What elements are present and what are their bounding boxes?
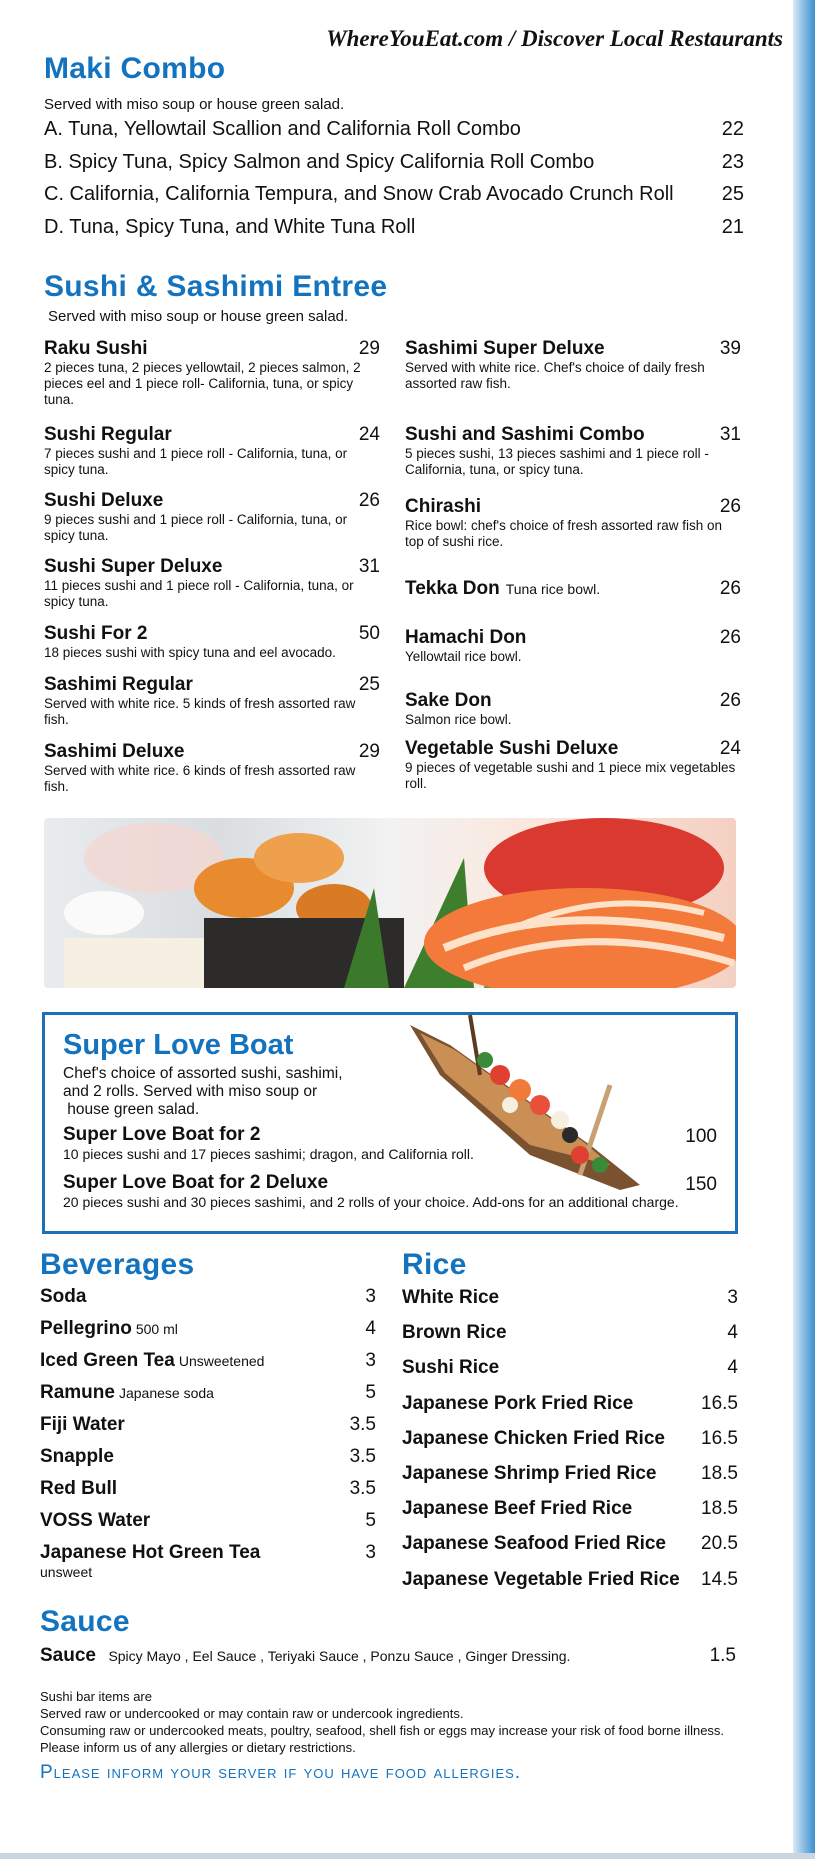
- rice-price: 14.5: [701, 1568, 738, 1590]
- rice-price: 4: [727, 1357, 738, 1379]
- rice-name: Japanese Beef Fried Rice: [402, 1498, 633, 1520]
- maki-item-name: B. Spicy Tuna, Spicy Salmon and Spicy California Roll Combo: [44, 150, 595, 173]
- beverage-name: Red Bull: [40, 1478, 118, 1499]
- sushi-item-price: 26: [719, 690, 741, 711]
- rice-item: [402, 1533, 738, 1568]
- sushi-item-name: Chirashi: [405, 496, 482, 517]
- beverage-item: [40, 1446, 376, 1478]
- sushi-item-head: [405, 424, 741, 446]
- beverage-price: 3: [365, 1350, 376, 1371]
- beverage-note: Unsweetened: [178, 1353, 265, 1369]
- maki-item: [44, 216, 744, 246]
- sushi-item-price: 31: [719, 424, 741, 445]
- beverage-name: Snapple: [40, 1446, 114, 1467]
- rice-name: Japanese Shrimp Fried Rice: [402, 1462, 657, 1484]
- sushi-item-head: [405, 738, 741, 760]
- rice-name: Japanese Seafood Fried Rice: [402, 1533, 666, 1555]
- sushi-item-name: Vegetable Sushi Deluxe: [405, 738, 619, 759]
- love-boat-description: Chef's choice of assorted sushi, sashimi, and 2 rolls. Served with miso soup or house green salad.: [63, 1065, 343, 1118]
- sushi-item: [405, 496, 741, 550]
- sushi-item-name: Raku Sushi: [44, 338, 148, 359]
- maki-subtitle: Served with miso soup or house green salad.: [44, 96, 345, 113]
- sushi-item-desc: 9 pieces sushi and 1 piece roll - California, tuna, or spicy tuna.: [44, 512, 348, 543]
- love-boat-item: Super Love Boat for 2 10 pieces sushi and 17 pieces sashimi; dragon, and California roll.: [63, 1124, 474, 1162]
- sushi-item-desc: 7 pieces sushi and 1 piece roll - California, tuna, or spicy tuna.: [44, 446, 348, 477]
- sushi-item: [44, 556, 380, 610]
- beverage-name: Pellegrino: [40, 1318, 132, 1339]
- rice-price: 16.5: [701, 1427, 738, 1449]
- beverage-price: 4: [365, 1318, 376, 1339]
- maki-title: Maki Combo: [44, 52, 226, 85]
- rice-item: [402, 1463, 738, 1498]
- rice-item: [402, 1322, 738, 1357]
- sushi-item-price: 26: [358, 490, 380, 511]
- page-edge-right: [793, 0, 815, 1859]
- sushi-item-head: [405, 496, 741, 518]
- beverage-name: Fiji Water: [40, 1414, 125, 1435]
- rice-price: 18.5: [701, 1498, 738, 1520]
- sushi-item-price: 26: [719, 578, 741, 599]
- sushi-item: [44, 338, 380, 408]
- sushi-item-desc: Served with white rice. Chef's choice of daily fresh assorted raw fish.: [405, 360, 705, 391]
- sushi-item-price: 26: [719, 627, 741, 648]
- sauce-list: Spicy Mayo , Eel Sauce , Teriyaki Sauce , Ponzu Sauce , Ginger Dressing.: [108, 1648, 571, 1664]
- sushi-item-price: 50: [358, 623, 380, 644]
- rice-item: [402, 1287, 738, 1322]
- rice-price: 20.5: [701, 1533, 738, 1555]
- beverage-name: Soda: [40, 1286, 87, 1307]
- sushi-item: [405, 424, 741, 478]
- sushi-item-name: Sushi Super Deluxe: [44, 556, 223, 577]
- beverage-price: 3.5: [349, 1446, 376, 1467]
- maki-item-name: A. Tuna, Yellowtail Scallion and California Roll Combo: [44, 118, 521, 140]
- rice-price: 4: [727, 1322, 738, 1344]
- rice-item: [402, 1498, 738, 1533]
- sushi-item: [405, 338, 741, 392]
- page-edge-bottom: [0, 1853, 815, 1859]
- sushi-item-name: Sushi For 2: [44, 623, 148, 644]
- beverage-name: Ramune: [40, 1382, 115, 1403]
- sushi-item-desc: 9 pieces of vegetable sushi and 1 piece mix vegetables roll.: [405, 760, 736, 791]
- sushi-item-price: 25: [358, 674, 380, 695]
- rice-price: 18.5: [701, 1462, 738, 1484]
- sushi-item: [405, 738, 741, 792]
- sauce-name: Sauce: [40, 1645, 96, 1666]
- rice-item: [402, 1428, 738, 1463]
- maki-item-price: 22: [721, 118, 744, 140]
- beverage-price: 3: [365, 1286, 376, 1307]
- sushi-item-name: Sushi Regular: [44, 424, 172, 445]
- sauce-row: [40, 1645, 736, 1667]
- sushi-item-name: Sashimi Regular: [44, 674, 193, 695]
- allergy-notice: Please inform your server if you have food allergies.: [40, 1762, 522, 1783]
- beverages-title: Beverages: [40, 1248, 195, 1281]
- beverage-name: Iced Green Tea: [40, 1350, 175, 1371]
- rice-title: Rice: [402, 1248, 467, 1281]
- sushi-item-price: 24: [358, 424, 380, 445]
- beverage-item: [40, 1382, 376, 1414]
- maki-item-price: 21: [721, 215, 744, 238]
- beverage-price: 3: [365, 1542, 376, 1563]
- sushi-item-desc: Served with white rice. 5 kinds of fresh assorted raw fish.: [44, 696, 356, 727]
- sushi-item-name: Sashimi Deluxe: [44, 741, 185, 762]
- sushi-item-price: 24: [719, 738, 741, 759]
- sushi-item-price: 31: [358, 556, 380, 577]
- maki-item-name: C. California, California Tempura, and Snow Crab Avocado Crunch Roll: [44, 183, 674, 205]
- sushi-item-price: 29: [358, 338, 380, 359]
- maki-item: [44, 183, 744, 213]
- sushi-item: [405, 690, 741, 728]
- love-boat-deluxe-item: Super Love Boat for 2 Deluxe 20 pieces sushi and 30 pieces sashimi, and 2 rolls of your choice. Add-ons for an additional charge.: [63, 1172, 679, 1210]
- sushi-item-head: [405, 578, 741, 600]
- beverage-name: Japanese Hot Green Tea: [40, 1542, 261, 1563]
- beverage-price: 3.5: [349, 1478, 376, 1499]
- sushi-item-desc: Served with white rice. 6 kinds of fresh assorted raw fish.: [44, 763, 356, 794]
- beverages-list: [40, 1286, 376, 1580]
- rice-list: [402, 1287, 738, 1604]
- maki-item-price: 25: [721, 183, 744, 205]
- sushi-item-head: [405, 627, 741, 649]
- beverage-item: [40, 1510, 376, 1542]
- disclaimer: Sushi bar items are Served raw or undercooked or may contain raw or undercook ingredients. Consuming raw or undercooked meats, poultry, seafood, shell fish or eggs may increase your risk of food borne illness. Please inform us of any allergies or dietary restrictions.: [40, 1689, 725, 1755]
- beverage-item: [40, 1478, 376, 1510]
- rice-price: 16.5: [701, 1392, 738, 1414]
- beverage-note: Japanese soda: [118, 1385, 214, 1401]
- sushi-item-desc: 5 pieces sushi, 13 pieces sashimi and 1 piece roll - California, tuna, or spicy tuna.: [405, 446, 709, 477]
- sushi-item-head: [405, 690, 741, 712]
- sushi-item-desc: 18 pieces sushi with spicy tuna and eel avocado.: [44, 645, 336, 660]
- beverage-name: VOSS Water: [40, 1510, 151, 1531]
- sauce-title: Sauce: [40, 1605, 130, 1638]
- sushi-item-desc: 11 pieces sushi and 1 piece roll - California, tuna, or spicy tuna.: [44, 578, 354, 609]
- sushi-item-name: Sushi Deluxe: [44, 490, 164, 511]
- sushi-item-desc: Yellowtail rice bowl.: [405, 649, 522, 664]
- sushi-item-name: Sake Don: [405, 690, 492, 711]
- beverage-item: [40, 1414, 376, 1446]
- sushi-item-head: [44, 424, 380, 446]
- maki-item: [44, 118, 744, 148]
- sushi-title: Sushi & Sashimi Entree: [44, 270, 388, 303]
- rice-item: [402, 1393, 738, 1428]
- maki-item-price: 23: [721, 150, 744, 173]
- rice-name: Japanese Pork Fried Rice: [402, 1392, 634, 1414]
- sushi-item-inline-desc: Tuna rice bowl.: [505, 581, 601, 597]
- rice-name: Brown Rice: [402, 1322, 507, 1344]
- beverage-subnote: unsweet: [40, 1564, 93, 1580]
- sushi-item: [44, 741, 380, 795]
- sushi-item-head: [44, 490, 380, 512]
- beverage-price: 5: [365, 1510, 376, 1531]
- love-boat-image: [410, 1015, 670, 1195]
- sushi-item-head: [405, 338, 741, 360]
- maki-item-name: D. Tuna, Spicy Tuna, and White Tuna Roll: [44, 215, 416, 238]
- rice-item: [402, 1357, 738, 1392]
- sushi-item-price: 39: [719, 338, 741, 359]
- rice-name: Sushi Rice: [402, 1357, 500, 1379]
- sushi-item-head: [44, 741, 380, 763]
- beverage-item: [40, 1350, 376, 1382]
- sushi-photo: [44, 818, 736, 988]
- sushi-item: [405, 578, 741, 600]
- sushi-item-head: [44, 674, 380, 696]
- site-banner: WhereYouEat.com / Discover Local Restaurants: [326, 26, 783, 51]
- sushi-subtitle: Served with miso soup or house green salad.: [48, 308, 349, 325]
- sushi-item-name: Sushi and Sashimi Combo: [405, 424, 645, 445]
- sushi-item-price: 26: [719, 496, 741, 517]
- beverage-price: 5: [365, 1382, 376, 1403]
- sushi-item: [44, 674, 380, 728]
- sushi-item: [44, 424, 380, 478]
- beverage-price: 3.5: [349, 1414, 376, 1435]
- sushi-item-desc: Salmon rice bowl.: [405, 712, 512, 727]
- rice-price: 3: [727, 1287, 738, 1308]
- maki-item: [44, 151, 744, 181]
- sushi-item-head: [44, 623, 380, 645]
- sushi-item: [44, 623, 380, 661]
- sushi-item-name: Sashimi Super Deluxe: [405, 338, 605, 359]
- sushi-item-head: [44, 338, 380, 360]
- rice-item: [402, 1569, 738, 1604]
- sushi-item: [405, 627, 741, 665]
- sushi-item-desc: Rice bowl: chef's choice of fresh assorted raw fish on top of sushi rice.: [405, 518, 722, 549]
- rice-name: Japanese Vegetable Fried Rice: [402, 1568, 680, 1590]
- beverage-item: [40, 1286, 376, 1318]
- sushi-item-head: [44, 556, 380, 578]
- sushi-item-name: Tekka Don: [405, 578, 500, 599]
- love-boat-title: Super Love Boat: [63, 1029, 294, 1061]
- rice-name: Japanese Chicken Fried Rice: [402, 1427, 665, 1449]
- beverage-note: 500 ml: [135, 1321, 178, 1337]
- beverage-item: [40, 1318, 376, 1350]
- sauce-price: 1.5: [709, 1645, 736, 1666]
- sushi-item: [44, 490, 380, 544]
- love-boat-price: 100: [685, 1126, 717, 1147]
- love-boat-deluxe-price: 150: [685, 1174, 717, 1195]
- sushi-item-price: 29: [358, 741, 380, 762]
- love-boat-box: [42, 1012, 738, 1234]
- rice-name: White Rice: [402, 1287, 500, 1308]
- sushi-item-desc: 2 pieces tuna, 2 pieces yellowtail, 2 pieces salmon, 2 pieces eel and 1 piece roll- California, tuna, or spicy tuna.: [44, 360, 361, 407]
- sushi-item-name: Hamachi Don: [405, 627, 527, 648]
